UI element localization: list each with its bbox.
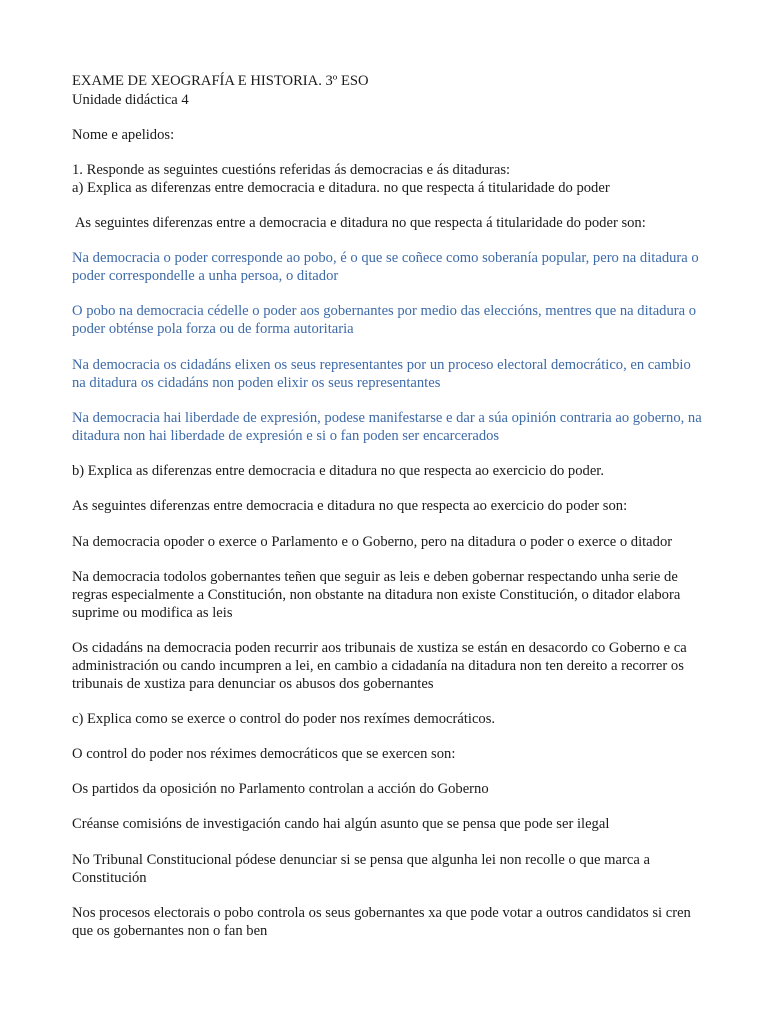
question-a-prompt: a) Explica as diferenzas entre democracia e ditadura. no que respecta á titularidade do poder xyxy=(72,180,610,196)
answer-c-item: Os partidos da oposición no Parlamento controlan a acción do Goberno xyxy=(72,781,489,797)
answer-a-item: O pobo na democracia cédelle o poder aos gobernantes por medio das eleccións, mentres que na ditadura o poder obténse pola forza ou de forma autoritaria xyxy=(72,303,697,337)
question-1-prompt: 1. Responde as seguintes cuestións referidas ás democracias e ás ditaduras: xyxy=(72,162,511,178)
answer-a-intro: As seguintes diferenzas entre a democracia e ditadura no que respecta á titularidade do poder son: xyxy=(72,215,646,231)
answer-a-item: Na democracia os cidadáns elixen os seus representantes por un proceso electoral democrático, en cambio na ditadura os cidadáns non poden elixir os seus representantes xyxy=(72,357,691,391)
answer-c-item: No Tribunal Constitucional pódese denunciar si se pensa que algunha lei non recolle o que marca a Constitución xyxy=(72,852,650,886)
answer-b-intro: As seguintes diferenzas entre democracia e ditadura no que respecta ao exercicio do poder son: xyxy=(72,498,628,514)
answer-b-item: Na democracia opoder o exerce o Parlamento e o Goberno, pero na ditadura o poder o exerce o ditador xyxy=(72,534,673,550)
answer-c-intro: O control do poder nos réximes democráticos que se exercen son: xyxy=(72,746,456,762)
answer-a-item: Na democracia o poder corresponde ao pobo, é o que se coñece como soberanía popular, pero na ditadura o poder correspondelle a unha persoa, o ditador xyxy=(72,250,699,284)
exam-title: EXAME DE XEOGRAFÍA E HISTORIA. 3º ESO xyxy=(72,73,369,89)
answer-a-item: Na democracia hai liberdade de expresión, podese manifestarse e dar a súa opinión contraria ao goberno, na ditadura non hai liberdade de expresión e si o fan poden ser encarcerados xyxy=(72,410,702,444)
question-c-prompt: c) Explica como se exerce o control do poder nos rexímes democráticos. xyxy=(72,711,496,727)
answer-b-item: Na democracia todolos gobernantes teñen que seguir as leis e deben gobernar respectando unha serie de regras especialmente a Constitución, non obstante na ditadura non existe Constitución, o ditador elabora suprime ou modifica as leis xyxy=(72,569,681,621)
unit-label: Unidade didáctica 4 xyxy=(72,92,189,108)
answer-c-item: Nos procesos electorais o pobo controla os seus gobernantes xa que pode votar a outros candidatos si cren que os gobernantes non o fan ben xyxy=(72,905,691,939)
answer-c-item: Créanse comisións de investigación cando hai algún asunto que se pensa que pode ser ilegal xyxy=(72,816,610,832)
question-b-prompt: b) Explica as diferenzas entre democracia e ditadura no que respecta ao exercicio do poder. xyxy=(72,463,605,479)
answer-b-item: Os cidadáns na democracia poden recurrir aos tribunais de xustiza se están en desacordo co Goberno e ca administración ou cando incumpren a lei, en cambio a cidadanía na ditadura non ten dereito a recorrer os tribunais de xustiza para denunciar os abusos dos gobernantes xyxy=(72,640,687,692)
name-label: Nome e apelidos: xyxy=(72,127,175,143)
